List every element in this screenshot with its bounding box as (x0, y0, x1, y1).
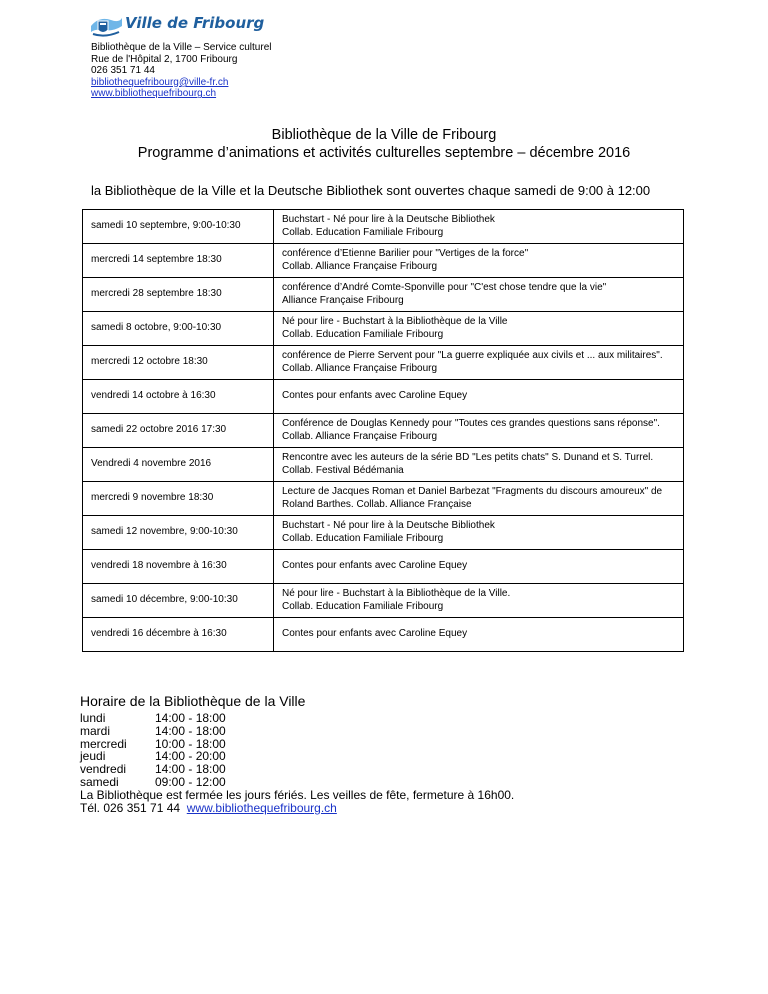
event-row (83, 448, 684, 482)
event-date: vendredi 14 octobre à 16:30 (83, 380, 274, 414)
event-description (274, 414, 684, 448)
event-description-line: Collab. Education Familiale Fribourg (282, 600, 444, 612)
event-description (274, 482, 684, 516)
address-line: Rue de l'Hôpital 2, 1700 Fribourg (91, 53, 238, 65)
hours-day: lundi (80, 711, 106, 725)
event-description (274, 448, 684, 482)
event-description-line: Roland Barthes. Collab. Alliance Française (282, 498, 472, 510)
event-description-line: Rencontre avec les auteurs de la série BD "Les petits chats" S. Dunand et S. Turrel. (282, 452, 654, 463)
title-line-1: Bibliothèque de la Ville de Fribourg (271, 127, 497, 143)
closing-line: La Bibliothèque est fermée les jours fériés. Les veilles de fête, fermeture à 16h00. (80, 788, 515, 802)
hours-time: 14:00 - 18:00 (155, 711, 226, 725)
event-row (83, 516, 684, 550)
horaire-title: Horaire de la Bibliothèque de la Ville (80, 693, 306, 709)
hours-row (80, 712, 226, 725)
hours-day: mercredi (80, 736, 127, 751)
event-date: samedi 10 décembre, 9:00-10:30 (83, 584, 274, 618)
event-description-line: Né pour lire - Buchstart à la Bibliothèque de la Ville (282, 316, 508, 327)
event-description (274, 346, 684, 380)
event-row (83, 244, 684, 278)
event-date: vendredi 16 décembre à 16:30 (83, 618, 274, 652)
city-logo (89, 12, 265, 40)
event-description-line: Buchstart - Né pour lire à la Deutsche Bibliothek (282, 214, 495, 225)
event-row (83, 414, 684, 448)
logo-text: Ville de Fribourg (125, 14, 265, 32)
event-description-line: Alliance Française Fribourg (282, 294, 404, 306)
event-date: Vendredi 4 novembre 2016 (83, 448, 274, 482)
hours-list (80, 712, 226, 789)
event-row (83, 550, 684, 584)
event-description-line: Collab. Alliance Française Fribourg (282, 430, 438, 442)
event-date: samedi 10 septembre, 9:00-10:30 (83, 210, 274, 244)
event-description-line: Né pour lire - Buchstart à la Bibliothèque de la Ville. (282, 588, 511, 599)
event-description (274, 380, 684, 414)
hours-time: 14:00 - 18:00 (155, 723, 226, 738)
events-table (82, 209, 684, 652)
event-row (83, 618, 684, 652)
event-row (83, 312, 684, 346)
website-link[interactable]: www.bibliothequefribourg.ch (91, 88, 217, 100)
event-description (274, 278, 684, 312)
event-description (274, 550, 684, 584)
event-description-line: Collab. Alliance Française Fribourg (282, 362, 438, 374)
hours-time: 14:00 - 20:00 (155, 749, 226, 764)
event-description-line: Collab. Education Familiale Fribourg (282, 328, 444, 340)
event-description-line: Collab. Alliance Française Fribourg (282, 260, 438, 272)
hours-time: 10:00 - 18:00 (155, 736, 226, 751)
event-description (274, 244, 684, 278)
event-description-line: Buchstart - Né pour lire à la Deutsche Bibliothek (282, 520, 495, 531)
event-row (83, 210, 684, 244)
event-description-line: Contes pour enfants avec Caroline Equey (282, 628, 468, 640)
event-row (83, 380, 684, 414)
tel-text: Tél. 026 351 71 44 (80, 801, 181, 815)
hours-day: mardi (80, 723, 111, 738)
event-description (274, 516, 684, 550)
event-date: samedi 12 novembre, 9:00-10:30 (83, 516, 274, 550)
event-row (83, 346, 684, 380)
hours-row (80, 725, 226, 738)
event-description (274, 312, 684, 346)
address-block (91, 42, 271, 100)
event-description-line: Collab. Education Familiale Fribourg (282, 226, 444, 238)
event-date: samedi 22 octobre 2016 17:30 (83, 414, 274, 448)
event-description-line: conférence d’Etienne Barilier pour "Vertiges de la force" (282, 248, 529, 259)
hours-time: 14:00 - 18:00 (155, 762, 226, 777)
hours-day: vendredi (80, 762, 127, 777)
address-line: Bibliothèque de la Ville – Service culturel (91, 42, 272, 53)
hours-time: 09:00 - 12:00 (155, 774, 226, 789)
email-link[interactable]: bibliothequefribourg@ville-fr.ch (91, 76, 229, 88)
event-description-line: Conférence de Douglas Kennedy pour "Toutes ces grandes questions sans réponse". (282, 418, 660, 429)
event-description (274, 210, 684, 244)
coat-of-arms-icon (89, 12, 123, 40)
hours-day: jeudi (80, 749, 106, 764)
closing-info (80, 789, 514, 815)
event-description (274, 584, 684, 618)
event-row (83, 278, 684, 312)
event-date: vendredi 18 novembre à 16:30 (83, 550, 274, 584)
event-description-line: conférence d’André Comte-Sponville pour "C'est chose tendre que la vie" (282, 282, 607, 293)
opening-notice: la Bibliothèque de la Ville et la Deutsche Bibliothek sont ouvertes chaque samedi de 9:00 à 12:00 (91, 183, 651, 198)
event-date: mercredi 9 novembre 18:30 (83, 482, 274, 516)
event-date: mercredi 14 septembre 18:30 (83, 244, 274, 278)
event-date: mercredi 28 septembre 18:30 (83, 278, 274, 312)
event-row (83, 482, 684, 516)
event-description-line: conférence de Pierre Servent pour "La guerre expliquée aux civils et ... aux militaires". (282, 350, 663, 361)
footer-website-link[interactable]: www.bibliothequefribourg.ch (186, 801, 337, 815)
address-line: 026 351 71 44 (91, 65, 155, 77)
event-date: mercredi 12 octobre 18:30 (83, 346, 274, 380)
event-description-line: Lecture de Jacques Roman et Daniel Barbezat "Fragments du discours amoureux" de (282, 486, 663, 497)
event-description-line: Contes pour enfants avec Caroline Equey (282, 390, 468, 402)
title-line-2: Programme d’animations et activités culturelles septembre – décembre 2016 (137, 145, 631, 161)
document-title (0, 126, 768, 162)
event-date: samedi 8 octobre, 9:00-10:30 (83, 312, 274, 346)
event-description-line: Contes pour enfants avec Caroline Equey (282, 560, 468, 572)
event-description-line: Collab. Education Familiale Fribourg (282, 532, 444, 544)
event-description (274, 618, 684, 652)
hours-row (80, 776, 226, 789)
event-row (83, 584, 684, 618)
event-description-line: Collab. Festival Bédémania (282, 464, 404, 476)
hours-day: samedi (80, 774, 119, 789)
